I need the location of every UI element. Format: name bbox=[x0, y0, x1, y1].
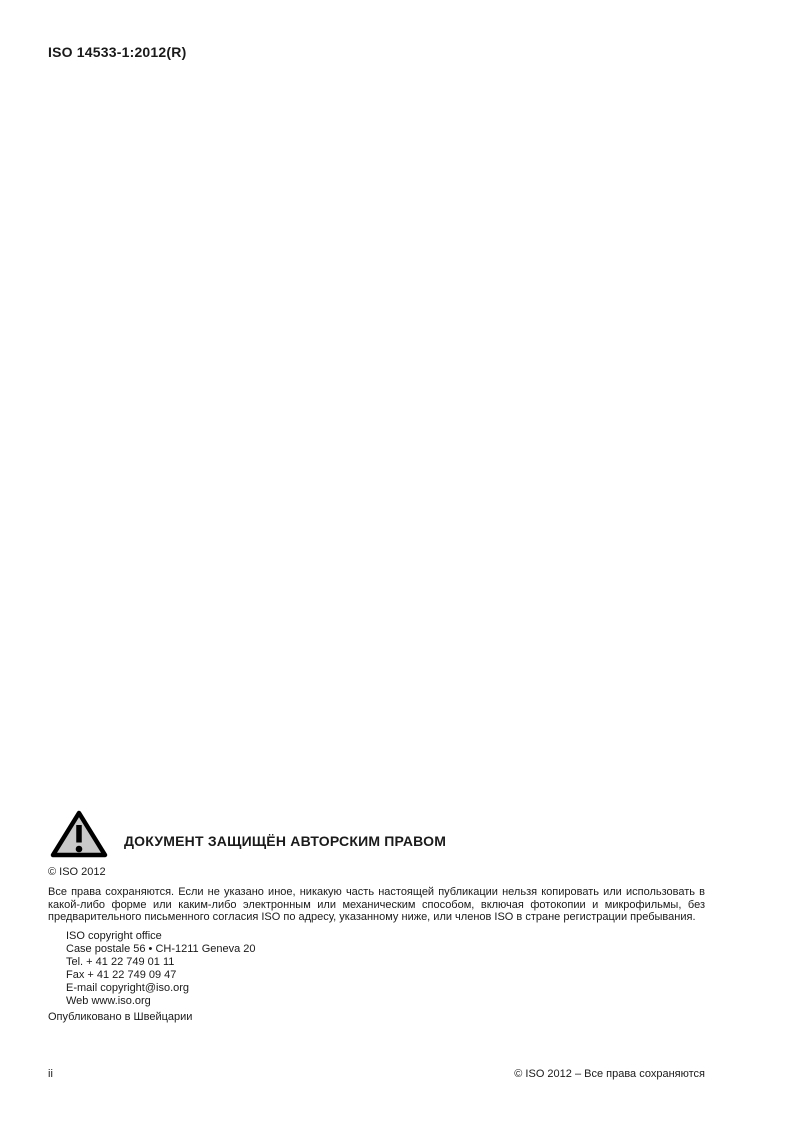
copyright-heading: ДОКУМЕНТ ЗАЩИЩЁН АВТОРСКИМ ПРАВОМ bbox=[124, 833, 447, 849]
copyright-notice-paragraph: Все права сохраняются. Если не указано иное, никакую часть настоящей публикации нельзя копировать или использовать в какой-либо форме или каким-либо электронным или механическим способом, включая фотокопии и микрофильмы, без предварительного письменного согласия ISO по адресу, указанному ниже, или членов ISO в стране регистрации пребывания. bbox=[48, 886, 705, 924]
warning-triangle-icon bbox=[50, 809, 108, 859]
address-line-office: ISO copyright office bbox=[66, 930, 162, 942]
address-line-fax: Fax + 41 22 749 09 47 bbox=[66, 969, 177, 981]
iso-address-block bbox=[66, 930, 256, 1008]
page-number: ii bbox=[48, 1068, 53, 1080]
published-in-line: Опубликовано в Швейцарии bbox=[48, 1011, 193, 1023]
address-line-email: E-mail copyright@iso.org bbox=[66, 982, 190, 994]
page-footer bbox=[48, 1068, 705, 1080]
address-line-postal: Case postale 56 • CH-1211 Geneva 20 bbox=[66, 943, 256, 955]
document-reference: ISO 14533-1:2012(R) bbox=[48, 44, 187, 60]
address-line-tel: Tel. + 41 22 749 01 11 bbox=[66, 956, 175, 968]
footer-copyright: © ISO 2012 – Все права сохраняются bbox=[514, 1068, 705, 1080]
copyright-year-line: © ISO 2012 bbox=[48, 866, 106, 878]
address-line-web: Web www.iso.org bbox=[66, 995, 151, 1007]
